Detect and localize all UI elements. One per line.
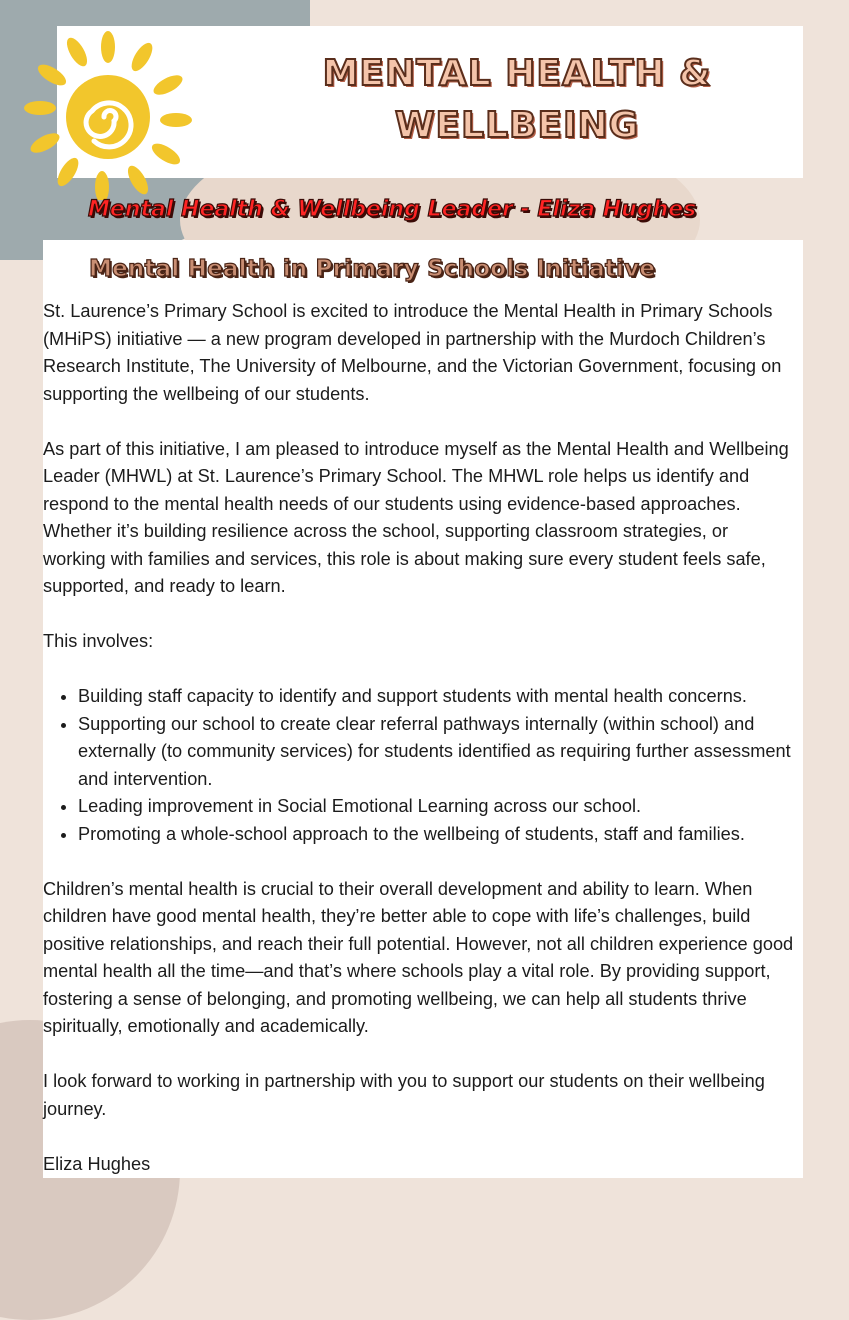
title-line-2: WELLBEING xyxy=(394,105,640,146)
responsibilities-list xyxy=(43,683,795,848)
involves-intro: This involves: xyxy=(43,631,154,651)
initiative-subheading: Mental Health in Primary Schools Initiative xyxy=(89,256,656,282)
list-item: • Building staff capacity to identify and support students with mental health concerns. xyxy=(78,683,795,711)
paragraph-intro: St. Laurence’s Primary School is excited to introduce the Mental Health in Primary Schools (MHiPS) initiative — a new program developed in partnership with the Murdoch Children’s Research Institute, The University of Melbourne, and the Victorian Government, focusing on supporting the wellbeing of our students. xyxy=(43,301,782,404)
paragraph-importance: Children’s mental health is crucial to their overall development and ability to learn. When children have good mental health, they’re better able to cope with life’s challenges, build positive relationships, and reach their full potential. However, not all children experience good mental health all the time—and that’s where schools play a vital role. By providing support, fostering a sense of belonging, and promoting wellbeing, we can help all students thrive spiritually, emotionally and academically. xyxy=(43,878,794,1036)
signature: Eliza Hughes xyxy=(43,1153,151,1174)
sun-spiral-icon xyxy=(20,30,195,200)
list-item: • Promoting a whole-school approach to the wellbeing of students, staff and families. xyxy=(78,821,795,849)
title-line-1: MENTAL HEALTH & xyxy=(322,53,712,94)
list-item: • Supporting our school to create clear referral pathways internally (within school) and externally (to community services) for students identified as requiring further assessment and intervention. xyxy=(78,711,795,794)
list-item: • Leading improvement in Social Emotional Learning across our school. xyxy=(78,793,795,821)
paragraph-role: As part of this initiative, I am pleased to introduce myself as the Mental Health and Wellbeing Leader (MHWL) at St. Laurence’s Primary School. The MHWL role helps us identify and respond to the mental health needs of our students using evidence-based approaches. Whether it’s building resilience across the school, supporting classroom strategies, or working with families and services, this role is about making sure every student feels safe, supported, and ready to learn. xyxy=(43,438,789,596)
body-text xyxy=(43,298,795,1206)
closing-text: I look forward to working in partnership with you to support our students on their wellbeing journey. xyxy=(43,1071,765,1119)
page-title xyxy=(247,48,787,152)
leader-heading: Mental Health & Wellbeing Leader - Eliza Hughes xyxy=(88,197,697,222)
content-card xyxy=(43,240,803,1178)
